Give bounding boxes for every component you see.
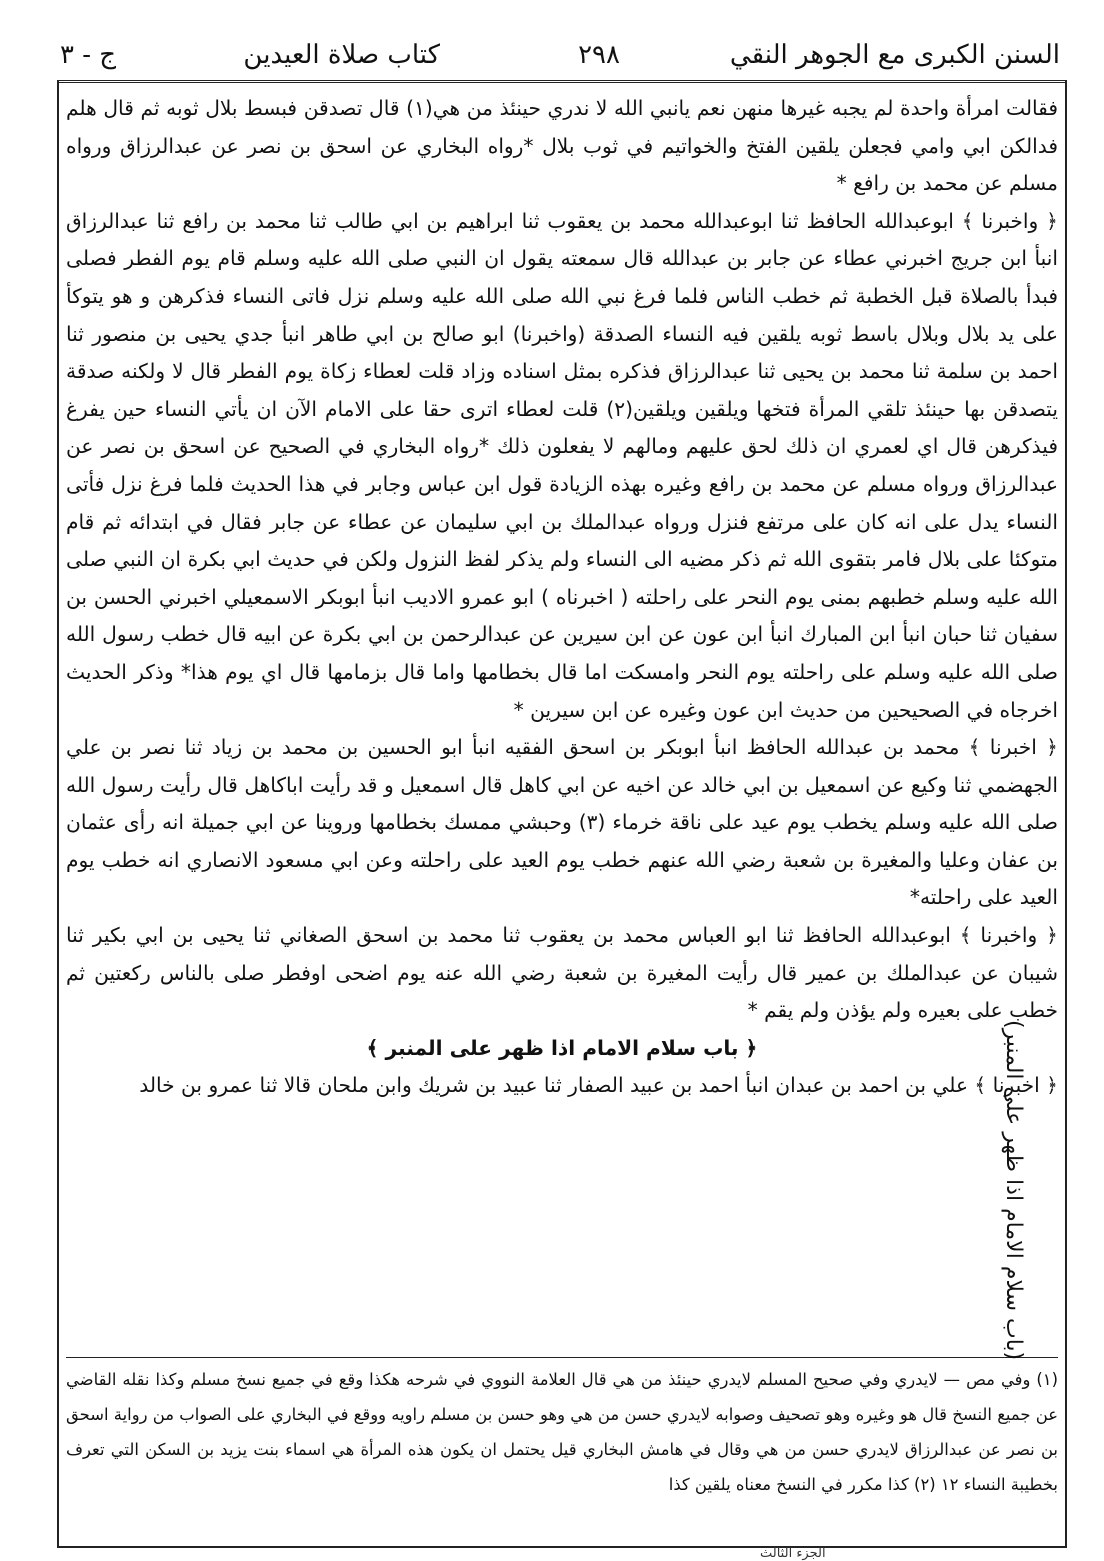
footnote: (١) وفي مص — لايدري وفي صحيح المسلم لايدري حينئذ من هي قال العلامة النووي في شرحه هكذا وقع في جميع نسخ مسلم وكذا نقله القاضي عن جميع النسخ قال هو وغيره وهو تصحيف وصوابه لايدري حسن من هي وهو حسن بن مسلم راويه ووقع في البخاري على الصواب من رواية اسحق بن نصر عن عبدالرزاق لايدري حسن من هي وقال في هامش البخاري قيل يحتمل ان يكون هذه المرأة هي اسماء بنت يزيد بن السكن التي تعرف بخطيبة النساء ١٢ (٢) كذا مكرر في النسخ معناه يلقين كذا [66, 1370, 1058, 1494]
main-text [66, 90, 1058, 1340]
footnotes [66, 1362, 1058, 1542]
paragraph: ﴿ اخبرنا ﴾ محمد بن عبدالله الحافظ انبأ ابوبكر بن اسحق الفقيه انبأ ابو الحسين بن محمد بن زياد ثنا نصر بن علي الجهضمي ثنا وكيع عن اسمعيل بن ابي خالد عن اخيه عن ابي كاهل قال اسمعيل و قد رأيت اباكاهل قال رأيت رسول الله صلى الله عليه وسلم يخطب يوم عيد على ناقة خرماء (٣) وحبشي ممسك بخطامها وروينا عن ابي جميلة انه رأى عثمان بن عفان وعليا والمغيرة بن شعبة رضي الله عنهم خطب يوم العيد على راحلته وعن ابي مسعود الانصاري انه خطب يوم العيد على راحلته* [66, 735, 1059, 910]
paragraph: ﴿ واخبرنا ﴾ ابوعبدالله الحافظ ثنا ابو العباس محمد بن يعقوب ثنا محمد بن اسحق الصغاني ثنا يحيى بن ابي بكير ثنا شيبان عن عبدالملك بن عمير قال رأيت المغيرة بن شعبة رضي الله عنه يوم اضحى اوفطر صلى بالناس ركعتين ثم خطب على بعيره ولم يؤذن ولم يقم * [66, 923, 1058, 1023]
paragraph: فقالت امرأة واحدة لم يجبه غيرها منهن نعم يانبي الله لا ندري حينئذ من هي(١) قال تصدقن فبسط بلال ثوبه ثم قال هلم فدالكن ابي وامي فجعلن يلقين الفتخ والخواتيم في ثوب بلال *رواه البخاري عن اسحق بن نصر عن عبدالرزاق ورواه مسلم عن محمد بن رافع * [66, 96, 1058, 196]
footnote-divider [66, 1357, 1058, 1358]
paragraph: ﴿ واخبرنا ﴾ ابوعبدالله الحافظ ثنا ابوعبدالله محمد بن يعقوب ثنا ابراهيم بن ابي طالب ثنا محمد بن رافع ثنا عبدالرزاق انبأ ابن جريج اخبرني عطاء عن جابر بن عبدالله قال سمعته يقول ان النبي صلى الله عليه وسلم قام يوم الفطر فصلى فبدأ بالصلاة قبل الخطبة ثم خطب الناس فلما فرغ نبي الله صلى الله عليه وسلم نزل فاتى النساء فذكرهن و هو يتوكأ على يد بلال وبلال باسط ثوبه يلقين فيه النساء الصدقة (واخبرنا) ابو صالح بن ابي طاهر انبأ جدي يحيى بن منصور ثنا احمد بن سلمة ثنا محمد بن يحيى ثنا عبدالرزاق فذكره بمثل اسناده وزاد قلت لعطاء زكاة يوم الفطر قال لا ولكنه صدقة يتصدقن بها حينئذ تلقي المرأة فتخها ويلقين ويلقين(٢) قلت لعطاء اترى حقا على الامام الآن ان يأتي النساء حين يفرغ فيذكرهن قال اي لعمري ان ذلك لحق عليهم ومالهم لا يفعلون ذلك *رواه البخاري في الصحيح عن اسحق بن نصر عن عبدالرزاق ورواه مسلم عن محمد بن رافع وغيره بهذه الزيادة قول ابن عباس وجابر في هذا الحديث فلما فرغ نزل فأتى النساء يدل على انه كان على مرتفع فنزل ورواه عبدالملك بن ابي سليمان عن عطاء عن جابر فقال في ابتدائه ثم قام متوكئا على بلال فامر بتقوى الله ثم ذكر مضيه الى النساء ولم يذكر لفظ النزول ولكن في حديث ابي بكرة ان النبي صلى الله عليه وسلم خطبهم بمنى يوم النحر على راحلته ( اخبرناه ) ابو عمرو الاديب انبأ ابوبكر الاسمعيلي اخبرني الحسن بن سفيان ثنا حبان انبأ ابن المبارك انبأ ابن عون عن ابن سيرين عن عبدالرحمن بن ابي بكرة عن ابيه قال خطب رسول الله صلى الله عليه وسلم على راحلته يوم النحر وامسكت اما قال بخطامها واما قال بزمامها قال اي يوم هذا* وذكر الحديث اخرجاه في الصحيحين من حديث ابن عون وغيره عن ابن سيرين * [66, 208, 1058, 722]
book-title: السنن الكبرى مع الجوهر النقي [729, 40, 1060, 70]
paragraph: ﴿ اخبرنا ﴾ علي بن احمد بن عبدان انبأ احمد بن عبيد الصفار ثنا عبيد بن شريك وابن ملحان قالا ثنا عمرو بن خالد [139, 1073, 1058, 1098]
chapter-heading: ﴿ باب سلام الامام اذا ظهر على المنبر ﴾ [366, 1035, 758, 1060]
margin-note-text: (باب سلام الامام اذا ظهر على المنبر) [1001, 1019, 1026, 1360]
page-number: ٢٩٨ [578, 40, 620, 70]
bottom-fragment: الجزء الثالث [760, 1546, 826, 1561]
page-header [60, 40, 1060, 78]
chapter-title: كتاب صلاة العيدين [243, 40, 440, 70]
margin-note [978, 960, 1026, 1360]
volume-label: ج - ٣ [60, 40, 117, 70]
